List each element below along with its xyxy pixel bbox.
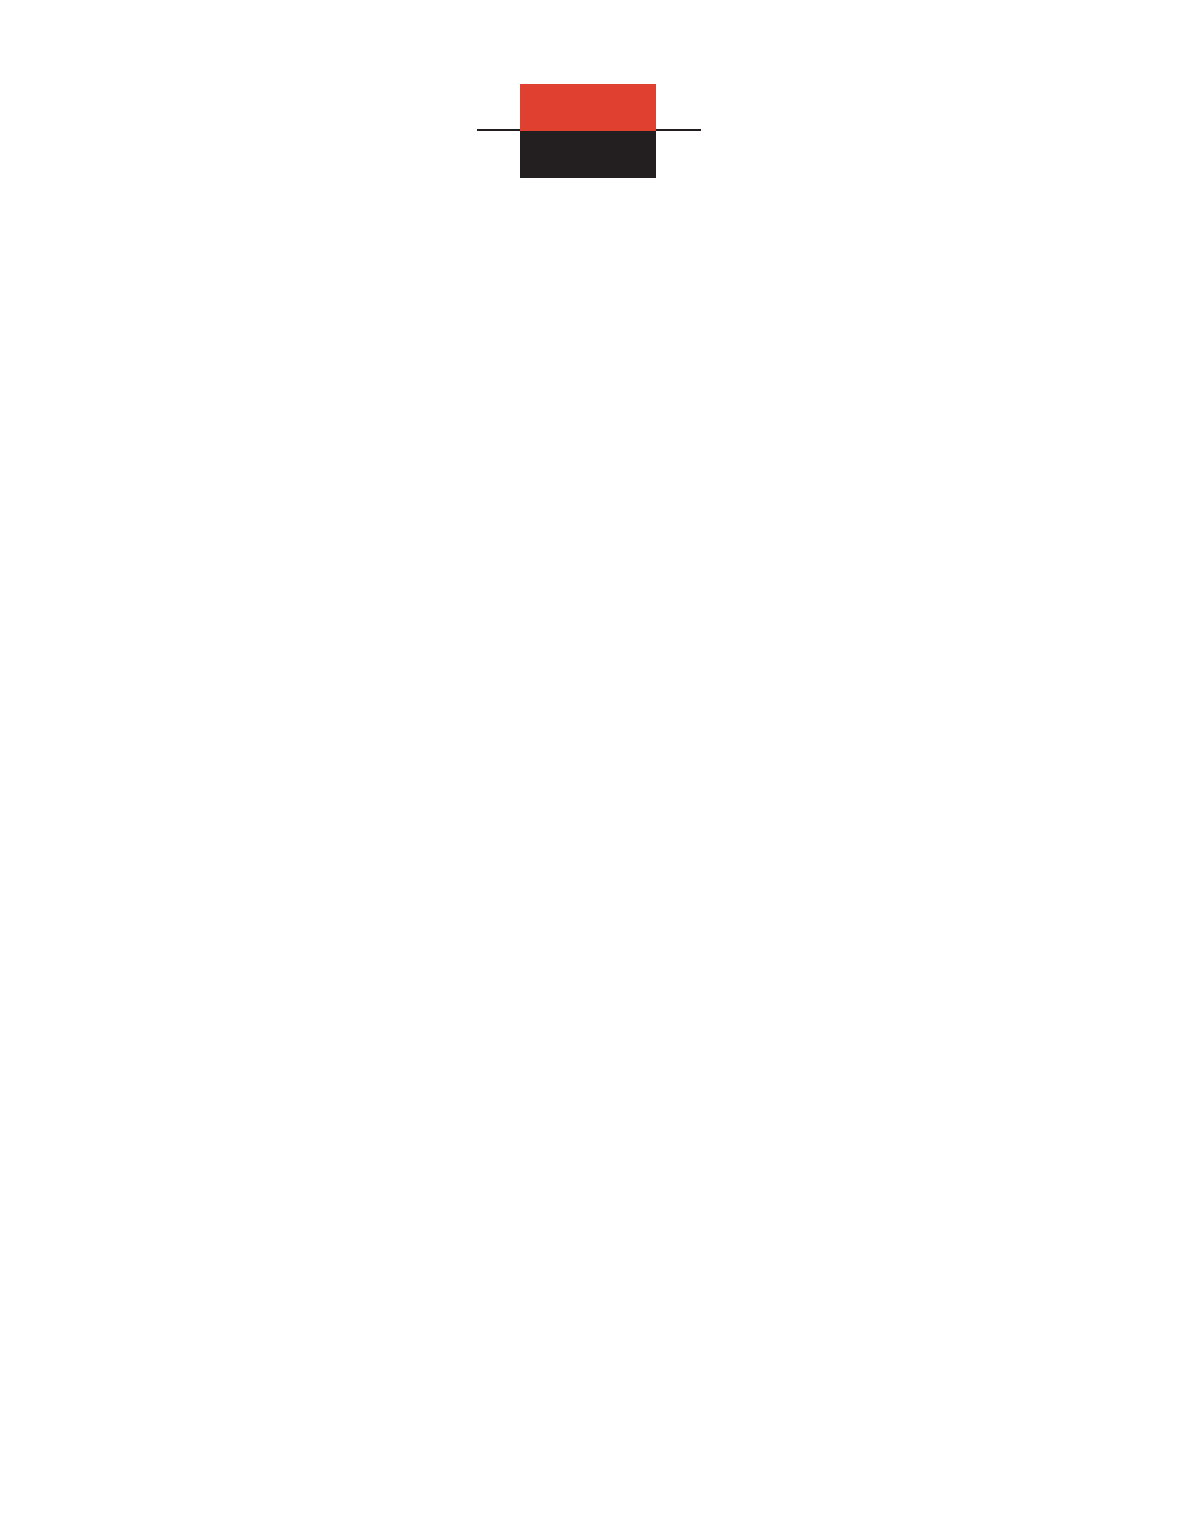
logo-mark bbox=[520, 84, 656, 178]
logo-bottom-text bbox=[520, 131, 656, 178]
lco-logo bbox=[0, 0, 1178, 260]
logo-top-text bbox=[520, 84, 656, 131]
